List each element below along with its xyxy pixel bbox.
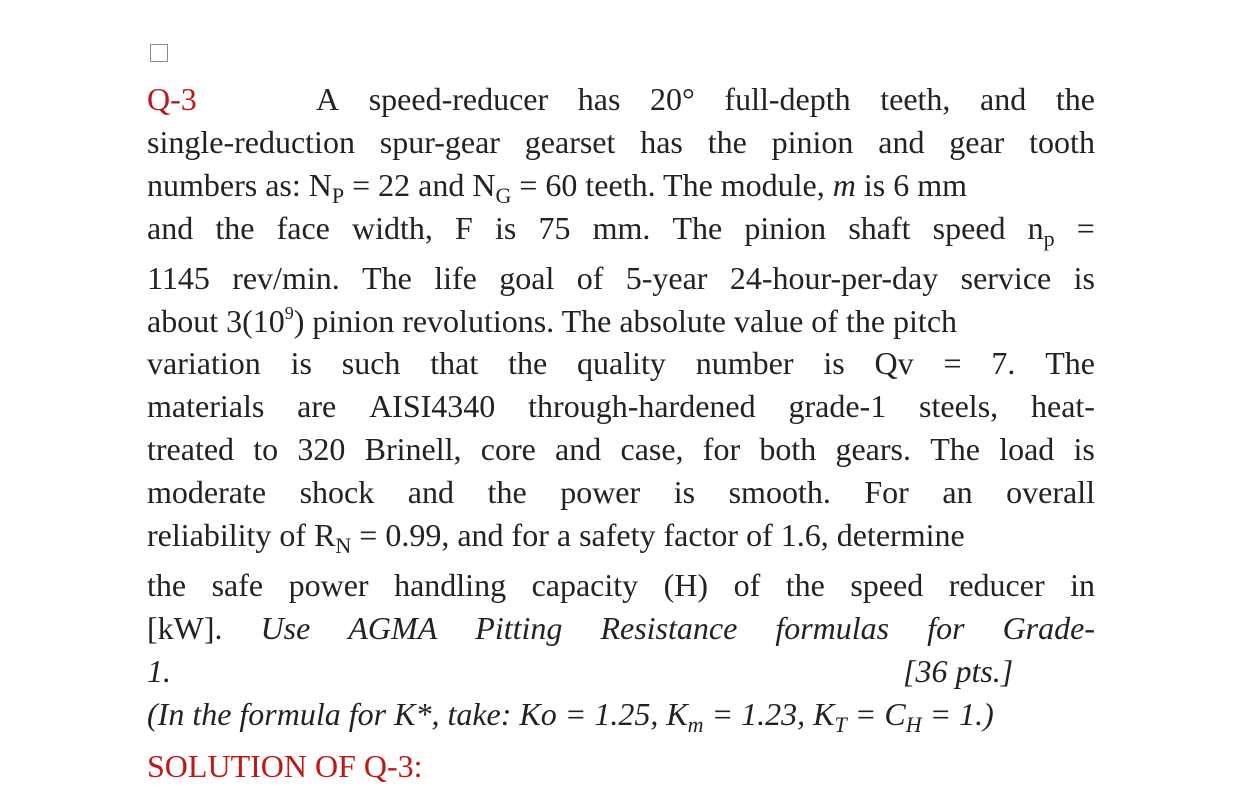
word: F (455, 209, 473, 246)
word: AGMA (348, 609, 438, 646)
word: face (276, 209, 330, 246)
word: has (640, 123, 683, 160)
word: handling (394, 567, 507, 604)
word: the (785, 567, 825, 604)
word: AISI4340 (369, 388, 496, 425)
word: power (288, 567, 369, 604)
word: for (702, 431, 741, 468)
word: and (555, 431, 602, 468)
word: number (695, 345, 794, 382)
word: gear (949, 123, 1005, 160)
word: rev/min. (232, 259, 340, 296)
text: numbers as: N (147, 166, 332, 203)
problem-line-10 (147, 471, 1095, 514)
word: speed (850, 567, 924, 604)
word: safe (211, 567, 264, 604)
word: = (943, 345, 962, 382)
word: in (1070, 567, 1095, 604)
word: life (434, 259, 477, 296)
problem-line-2 (147, 121, 1095, 164)
text: reliability of R (147, 517, 336, 554)
word: The (362, 259, 412, 296)
word: and (147, 209, 194, 246)
word: steels, (919, 388, 999, 425)
problem-line-8 (147, 385, 1095, 428)
word: pinion (744, 209, 827, 246)
word: load (999, 431, 1055, 468)
question-label: Q-3 (147, 81, 197, 117)
pinion-speed-symbol (1028, 207, 1055, 250)
word: 5-year (625, 259, 708, 296)
word: formulas (775, 609, 890, 646)
word: A (315, 81, 340, 117)
word: to (253, 431, 279, 468)
problem-line-5 (147, 257, 1095, 300)
formula-note (147, 693, 1095, 736)
word: 1145 (147, 259, 210, 296)
subscript: H (905, 711, 922, 737)
word: the (215, 209, 255, 246)
word: The (930, 431, 980, 468)
subscript: G (495, 182, 512, 208)
word: gearset (524, 123, 616, 160)
word: Brinell, (364, 431, 462, 468)
problem-line-4 (147, 207, 1095, 257)
word: mm. (592, 209, 651, 246)
word: power (560, 474, 641, 511)
word: Pitting (475, 609, 563, 646)
kw-unit: [kW]. (147, 609, 223, 646)
word: Use (260, 609, 311, 646)
word: the (147, 567, 187, 604)
word: the (487, 474, 527, 511)
word: that (430, 345, 479, 382)
word: Grade- (1002, 609, 1095, 646)
word: of (576, 259, 604, 296)
text: is 6 mm (855, 166, 967, 203)
problem-line-7 (147, 342, 1095, 385)
text: n (1027, 209, 1044, 246)
word: The (1045, 345, 1095, 382)
italic-text: m (832, 166, 856, 203)
word: is (823, 345, 845, 382)
word: heat- (1031, 388, 1095, 425)
word: gears. (835, 431, 911, 468)
italic-text: 1. (147, 652, 171, 689)
text: = C (846, 695, 906, 732)
word: and (980, 81, 1027, 117)
word: width, (351, 209, 433, 246)
text: = 1.23, K (703, 695, 835, 732)
word: and (878, 123, 925, 160)
word: through-hardened (528, 388, 756, 425)
word: reducer (948, 567, 1045, 604)
word: speed (932, 209, 1006, 246)
word: = (1076, 209, 1095, 246)
word: for (927, 609, 965, 646)
problem-line-11 (147, 514, 1095, 564)
word: For (864, 474, 909, 511)
text: (In the formula for K*, take: Ko = 1.25, K (147, 695, 688, 732)
word: 7. (991, 345, 1016, 382)
word: variation (147, 345, 261, 382)
word: shock (299, 474, 375, 511)
problem-line-13 (147, 607, 1095, 650)
word: Resistance (600, 609, 738, 646)
text: ) pinion revolutions. The absolute value of the pitch (293, 302, 958, 339)
subscript: m (687, 711, 704, 737)
word: is (673, 474, 696, 511)
problem-line-14 (147, 650, 1095, 693)
word: is (290, 345, 312, 382)
problem-line-3 (147, 164, 1095, 207)
word: capacity (531, 567, 639, 604)
problem-statement (147, 78, 1095, 736)
word: core (480, 431, 536, 468)
word: treated (147, 431, 235, 468)
word: tooth (1029, 123, 1095, 160)
text: about 3(10 (147, 302, 285, 339)
word: goal (499, 259, 555, 296)
superscript: 9 (284, 302, 294, 323)
text: = 1.) (921, 695, 994, 732)
word: grade-1 (788, 388, 887, 425)
solution-heading: SOLUTION OF Q-3: (147, 748, 423, 784)
text: = 22 and N (344, 166, 496, 203)
word: full-depth (724, 81, 851, 117)
word: an (942, 474, 973, 511)
word: service (960, 259, 1052, 296)
checkbox[interactable] (150, 44, 168, 62)
word: 75 (538, 209, 571, 246)
word: overall (1006, 474, 1095, 511)
word: Qv (874, 345, 914, 382)
word: and (407, 474, 454, 511)
word: (H) (663, 567, 709, 604)
word: the (707, 123, 747, 160)
word: 320 (297, 431, 346, 468)
word: such (341, 345, 401, 382)
word: pinion (771, 123, 854, 160)
word: the (508, 345, 548, 382)
problem-line-9 (147, 428, 1095, 471)
word: is (1073, 431, 1095, 468)
subscript: P (331, 182, 345, 208)
word: smooth. (728, 474, 831, 511)
word: the (1055, 81, 1095, 117)
word: has (577, 81, 621, 117)
word: spur-gear (379, 123, 500, 160)
word: moderate (147, 474, 267, 511)
text: = 60 teeth. The module, (511, 166, 833, 203)
problem-line-12 (147, 564, 1095, 607)
word: case, (620, 431, 684, 468)
word: is (1073, 259, 1095, 296)
word: quality (577, 345, 666, 382)
subscript: T (834, 711, 847, 737)
word: is (494, 209, 517, 246)
problem-line-6 (147, 300, 1095, 343)
problem-line-1 (147, 78, 1095, 121)
text: = 0.99, and for a safety factor of 1.6, determine (351, 517, 965, 554)
word: both (759, 431, 817, 468)
points-label: [36 pts.] (903, 652, 1014, 689)
word: 24-hour-per-day (729, 259, 939, 296)
word: of (733, 567, 761, 604)
word: single-reduction (147, 123, 355, 160)
word: are (297, 388, 337, 425)
word: materials (147, 388, 265, 425)
word: The (672, 209, 723, 246)
subscript: p (1043, 225, 1055, 251)
subscript: N (335, 533, 352, 559)
word: speed-reducer (368, 81, 549, 117)
word: teeth, (880, 81, 951, 117)
word: shaft (848, 209, 911, 246)
word: 20° (650, 81, 695, 117)
